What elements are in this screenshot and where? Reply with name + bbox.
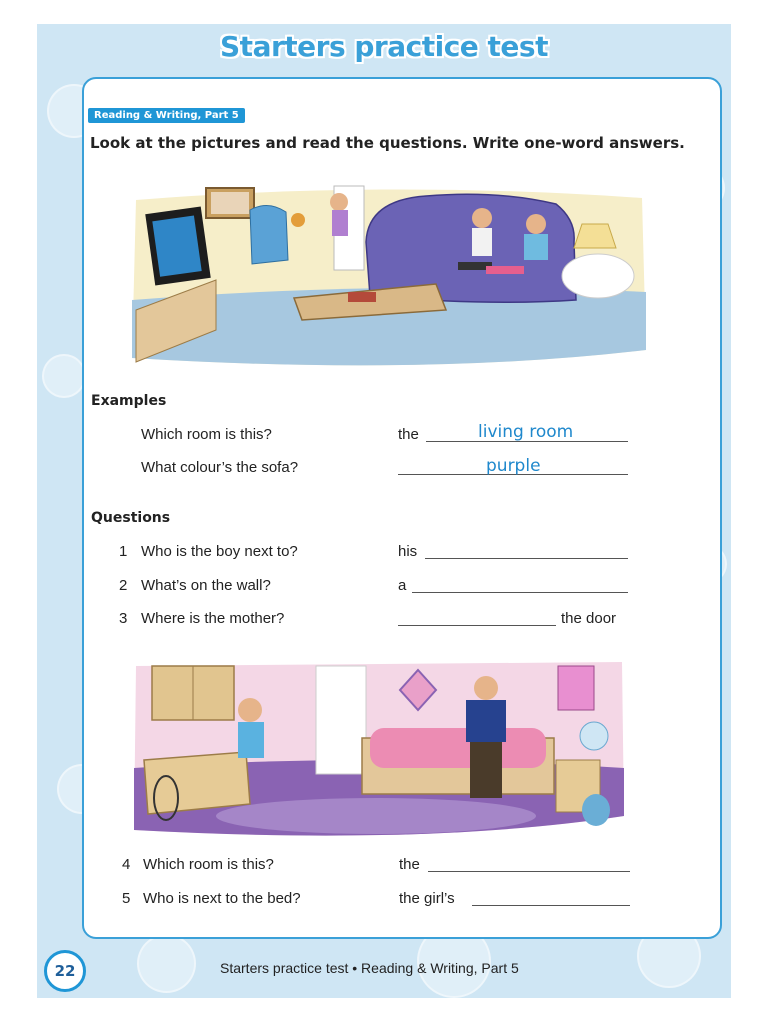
- question-number: 5: [122, 890, 131, 907]
- question-text: What’s on the wall?: [141, 577, 271, 594]
- page-number: 22: [44, 950, 86, 992]
- answer-prefix: the girl’s: [399, 890, 455, 907]
- part-badge: Reading & Writing, Part 5: [88, 108, 245, 123]
- instructions: Look at the pictures and read the questions. Write one-word answers.: [90, 134, 685, 152]
- bubble-decoration: [137, 934, 196, 993]
- footer-text: Starters practice test • Reading & Writing, Part 5: [220, 960, 519, 976]
- answer-prefix: a: [398, 577, 407, 594]
- answer-line[interactable]: [472, 905, 630, 906]
- question-number: 4: [122, 856, 131, 873]
- answer-suffix: the door: [561, 610, 617, 627]
- question-number: 2: [119, 577, 128, 594]
- example-question: What colour’s the sofa?: [141, 459, 299, 476]
- answer-line[interactable]: [412, 592, 628, 593]
- answer-line[interactable]: [428, 871, 630, 872]
- example-prefix: the: [398, 426, 419, 443]
- question-text: Who is the boy next to?: [141, 543, 298, 560]
- examples-heading: Examples: [91, 393, 167, 409]
- bedroom-picture: [126, 656, 628, 846]
- question-number: 1: [119, 543, 128, 560]
- answer-line[interactable]: [425, 558, 628, 559]
- question-text: Where is the mother?: [141, 610, 285, 627]
- question-text: Who is next to the bed?: [143, 890, 301, 907]
- answer-prefix: his: [398, 543, 418, 560]
- living-room-picture: [126, 180, 650, 376]
- questions-heading: Questions: [91, 510, 171, 526]
- answer-prefix: the: [399, 856, 420, 873]
- question-number: 3: [119, 610, 128, 627]
- question-text: Which room is this?: [143, 856, 274, 873]
- page-title: Starters practice test: [220, 30, 548, 63]
- answer-line[interactable]: [398, 625, 556, 626]
- bubble-decoration: [42, 354, 86, 398]
- example-answer: living room: [478, 422, 574, 442]
- example-answer: purple: [486, 456, 541, 476]
- example-question: Which room is this?: [141, 426, 272, 443]
